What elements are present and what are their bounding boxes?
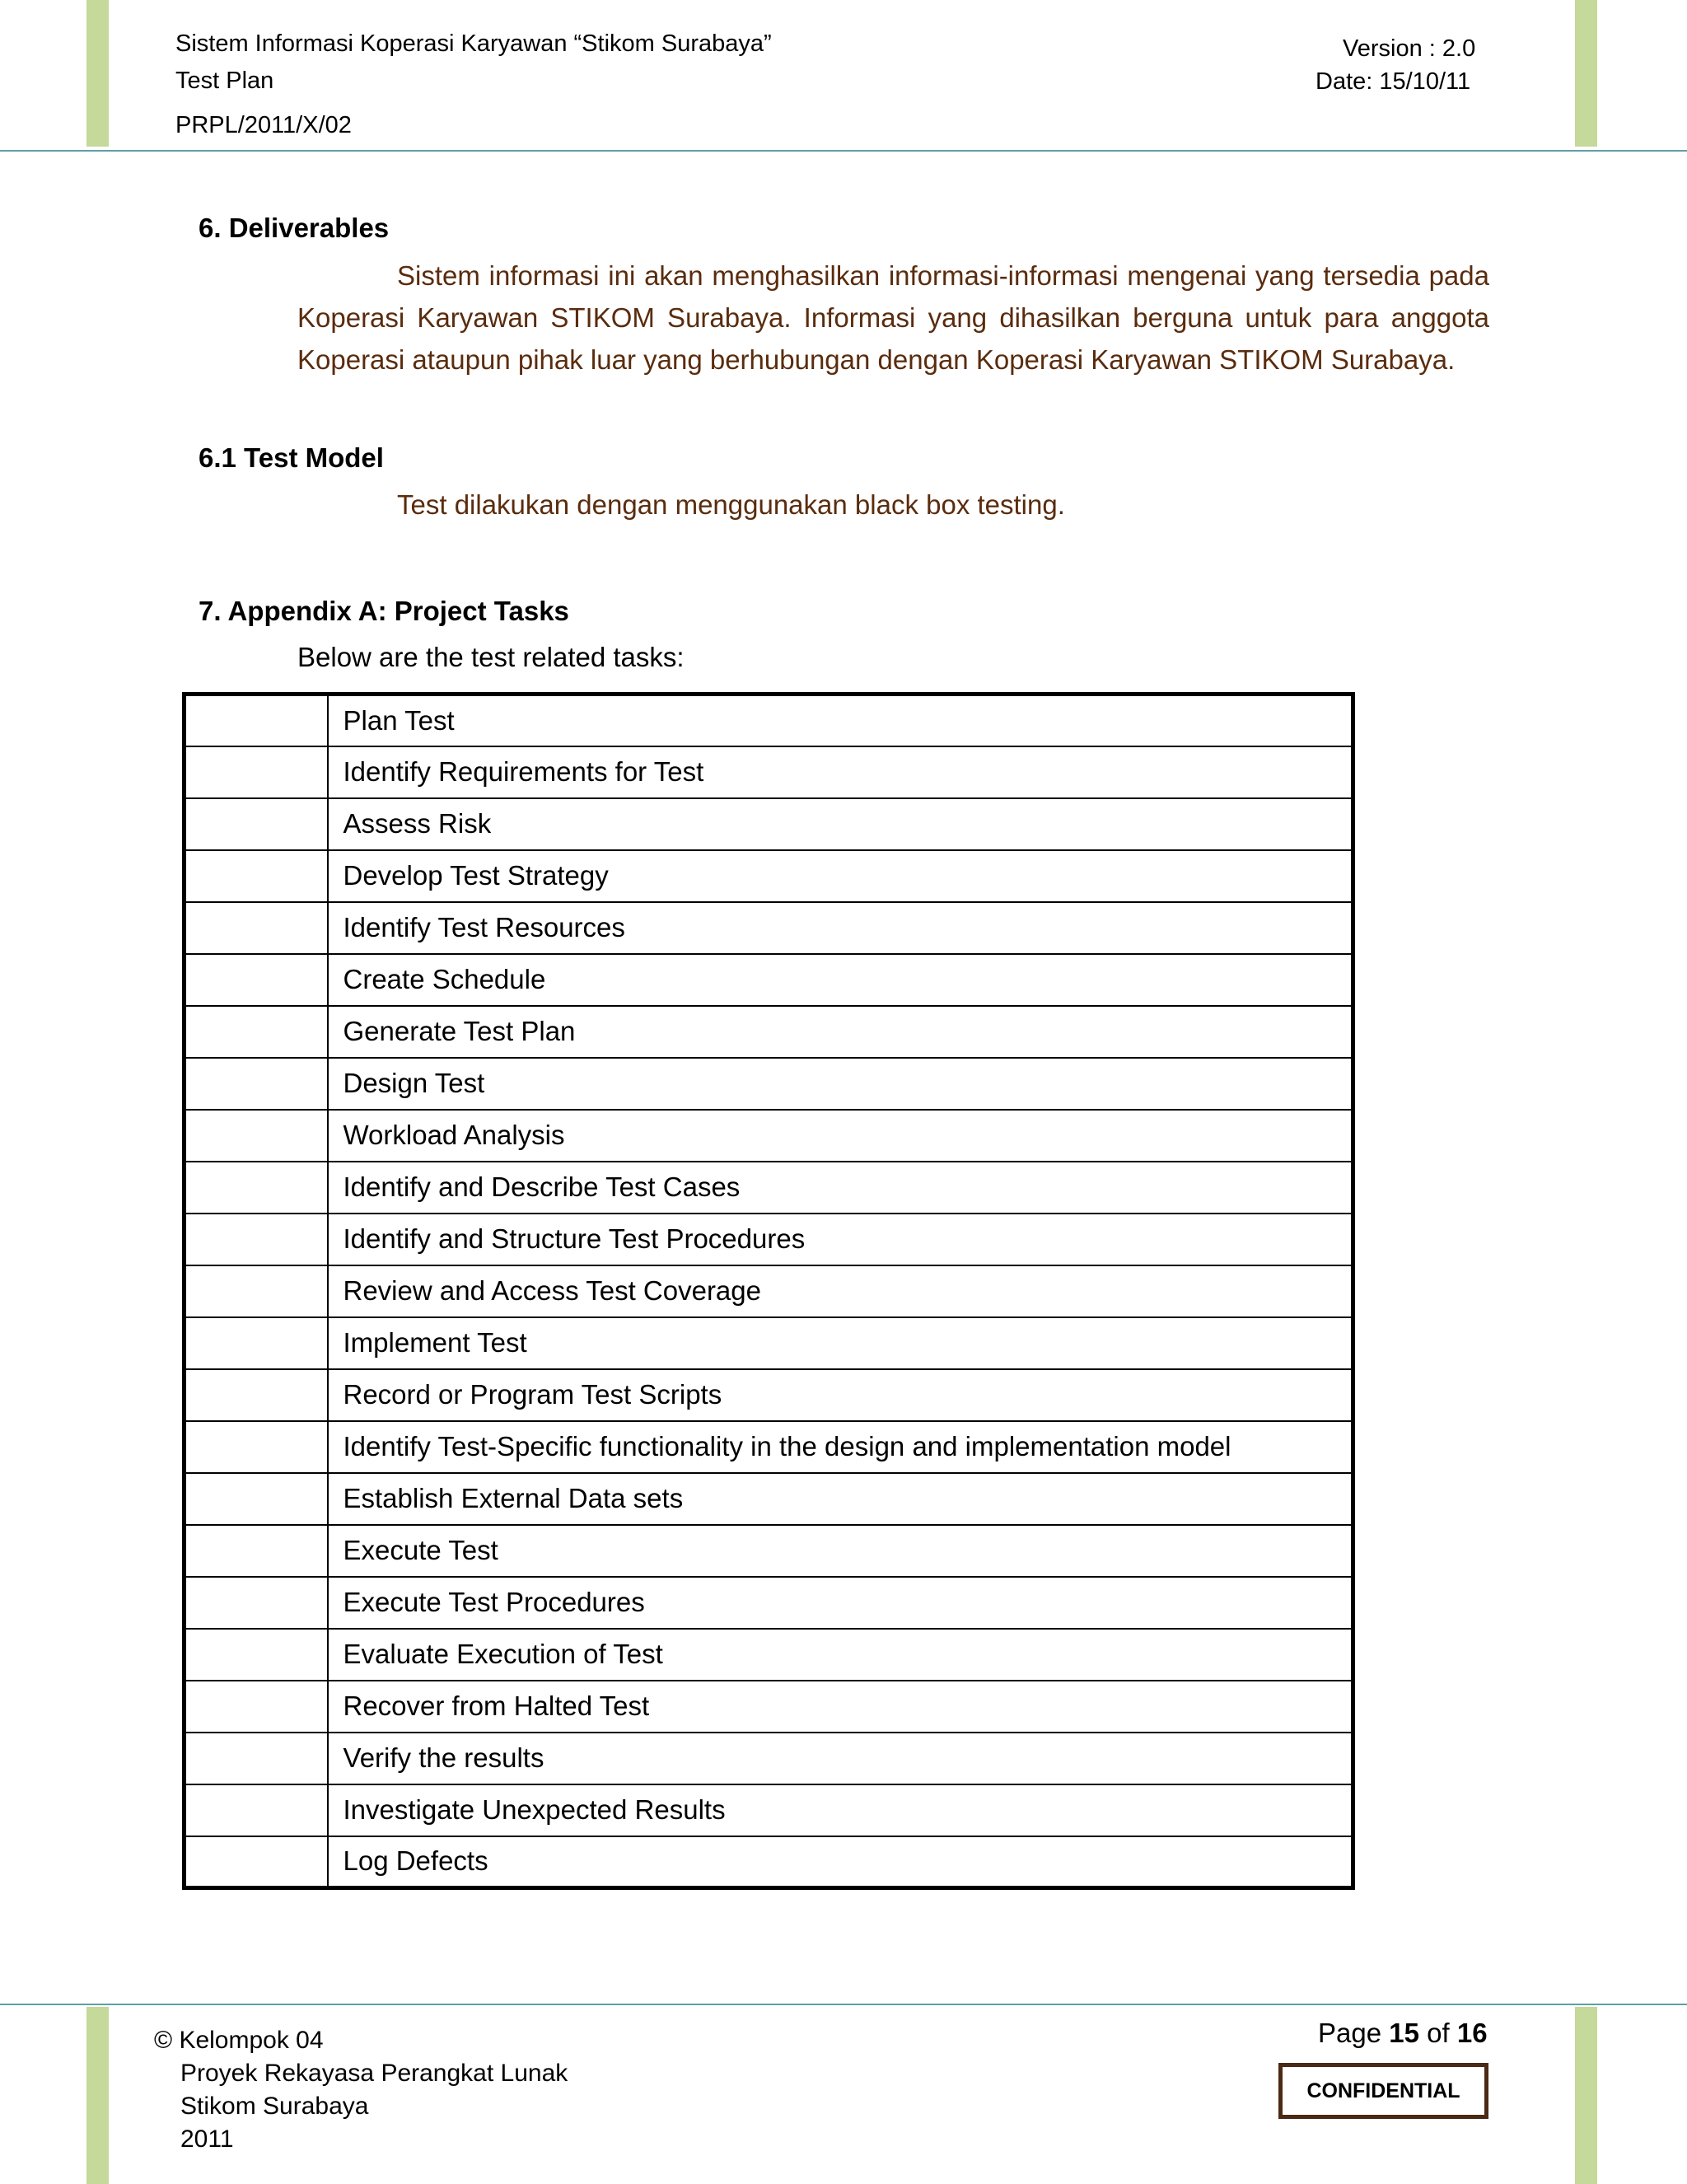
table-row: [185, 694, 1353, 746]
table-row: [185, 1629, 1353, 1681]
page-prefix: Page: [1318, 2018, 1382, 2048]
task-blank-cell: [185, 1317, 328, 1369]
section-7-heading: 7. Appendix A: Project Tasks: [199, 596, 569, 626]
section-7-intro: Below are the test related tasks:: [297, 642, 685, 672]
table-row: [185, 1733, 1353, 1784]
footer-left-bar: [86, 2007, 109, 2184]
header-title: Sistem Informasi Koperasi Karyawan “Stikom Surabaya”: [175, 30, 772, 57]
task-blank-cell: [185, 746, 328, 798]
task-name-cell: Establish External Data sets: [328, 1473, 1353, 1525]
task-blank-cell: [185, 954, 328, 1006]
header-doc-type: Test Plan: [175, 68, 274, 94]
task-name-cell: Identify Test-Specific functionality in the design and implementation model: [328, 1421, 1353, 1473]
task-blank-cell: [185, 1577, 328, 1629]
task-name-cell: Verify the results: [328, 1733, 1353, 1784]
table-row: [185, 1006, 1353, 1058]
table-row: [185, 1265, 1353, 1317]
task-name-cell: Identify Test Resources: [328, 902, 1353, 954]
task-blank-cell: [185, 694, 328, 746]
table-row: [185, 1421, 1353, 1473]
task-blank-cell: [185, 1525, 328, 1577]
table-row: [185, 1784, 1353, 1836]
task-name-cell: Execute Test: [328, 1525, 1353, 1577]
task-blank-cell: [185, 1162, 328, 1214]
task-blank-cell: [185, 902, 328, 954]
task-name-cell: Design Test: [328, 1058, 1353, 1110]
section-6-1-heading: 6.1 Test Model: [199, 442, 384, 473]
table-row: [185, 1162, 1353, 1214]
footer-right-bar: [1575, 2007, 1597, 2184]
task-name-cell: Plan Test: [328, 694, 1353, 746]
table-row: [185, 850, 1353, 902]
project-tasks-table: [182, 692, 1355, 1890]
task-blank-cell: [185, 1681, 328, 1733]
task-blank-cell: [185, 798, 328, 850]
table-row: [185, 1681, 1353, 1733]
task-blank-cell: [185, 1265, 328, 1317]
section-6-paragraph: [297, 255, 1489, 381]
task-name-cell: Record or Program Test Scripts: [328, 1369, 1353, 1421]
footer-year: 2011: [180, 2126, 234, 2153]
task-name-cell: Generate Test Plan: [328, 1006, 1353, 1058]
header-left-bar: [86, 0, 109, 147]
task-blank-cell: [185, 1421, 328, 1473]
task-blank-cell: [185, 1369, 328, 1421]
table-row: [185, 1214, 1353, 1265]
task-name-cell: Evaluate Execution of Test: [328, 1629, 1353, 1681]
page-of: of: [1427, 2018, 1450, 2048]
header-date: Date: 15/10/11: [1315, 68, 1471, 95]
task-name-cell: Investigate Unexpected Results: [328, 1784, 1353, 1836]
task-blank-cell: [185, 1836, 328, 1888]
task-name-cell: Implement Test: [328, 1317, 1353, 1369]
task-name-cell: Recover from Halted Test: [328, 1681, 1353, 1733]
table-row: [185, 798, 1353, 850]
task-name-cell: Workload Analysis: [328, 1110, 1353, 1162]
table-row: [185, 1317, 1353, 1369]
task-name-cell: Develop Test Strategy: [328, 850, 1353, 902]
section-6-heading: 6. Deliverables: [199, 213, 390, 243]
project-tasks-body: [185, 694, 1353, 1888]
header-doc-code: PRPL/2011/X/02: [175, 112, 352, 138]
header-rule: [0, 150, 1687, 152]
task-name-cell: Identify and Describe Test Cases: [328, 1162, 1353, 1214]
page-total: 16: [1456, 2018, 1488, 2048]
task-name-cell: Execute Test Procedures: [328, 1577, 1353, 1629]
header-right-bar: [1575, 0, 1597, 147]
task-blank-cell: [185, 850, 328, 902]
footer-rule: [0, 2004, 1687, 2005]
footer-copyright: © Kelompok 04: [154, 2027, 324, 2054]
task-blank-cell: [185, 1733, 328, 1784]
task-blank-cell: [185, 1214, 328, 1265]
table-row: [185, 1836, 1353, 1888]
task-name-cell: Review and Access Test Coverage: [328, 1265, 1353, 1317]
page-number: [1318, 2018, 1488, 2049]
table-row: [185, 746, 1353, 798]
task-name-cell: Log Defects: [328, 1836, 1353, 1888]
table-row: [185, 1577, 1353, 1629]
table-row: [185, 1058, 1353, 1110]
table-row: [185, 1525, 1353, 1577]
task-blank-cell: [185, 1473, 328, 1525]
table-row: [185, 902, 1353, 954]
table-row: [185, 1110, 1353, 1162]
table-row: [185, 1369, 1353, 1421]
header-version: Version : 2.0: [1343, 35, 1476, 62]
task-blank-cell: [185, 1110, 328, 1162]
footer-course: Proyek Rekayasa Perangkat Lunak: [180, 2060, 568, 2087]
task-name-cell: Identify and Structure Test Procedures: [328, 1214, 1353, 1265]
task-blank-cell: [185, 1006, 328, 1058]
table-row: [185, 954, 1353, 1006]
task-blank-cell: [185, 1058, 328, 1110]
task-name-cell: Create Schedule: [328, 954, 1353, 1006]
section-6-1-text: Test dilakukan dengan menggunakan black box testing.: [397, 489, 1065, 520]
table-row: [185, 1473, 1353, 1525]
task-name-cell: Assess Risk: [328, 798, 1353, 850]
task-blank-cell: [185, 1629, 328, 1681]
task-blank-cell: [185, 1784, 328, 1836]
footer-institution: Stikom Surabaya: [180, 2093, 369, 2120]
task-name-cell: Identify Requirements for Test: [328, 746, 1353, 798]
page-current: 15: [1389, 2018, 1419, 2048]
confidential-badge: CONFIDENTIAL: [1278, 2063, 1488, 2119]
section-6-paragraph-text: Sistem informasi ini akan menghasilkan informasi-informasi mengenai yang tersedia pada Koperasi Karyawan STIKOM Surabaya. Informasi yang dihasilkan berguna untuk para anggota Koperasi ataupun pihak luar yang berhubungan dengan Koperasi Karyawan STIKOM Surabaya.: [297, 260, 1489, 375]
